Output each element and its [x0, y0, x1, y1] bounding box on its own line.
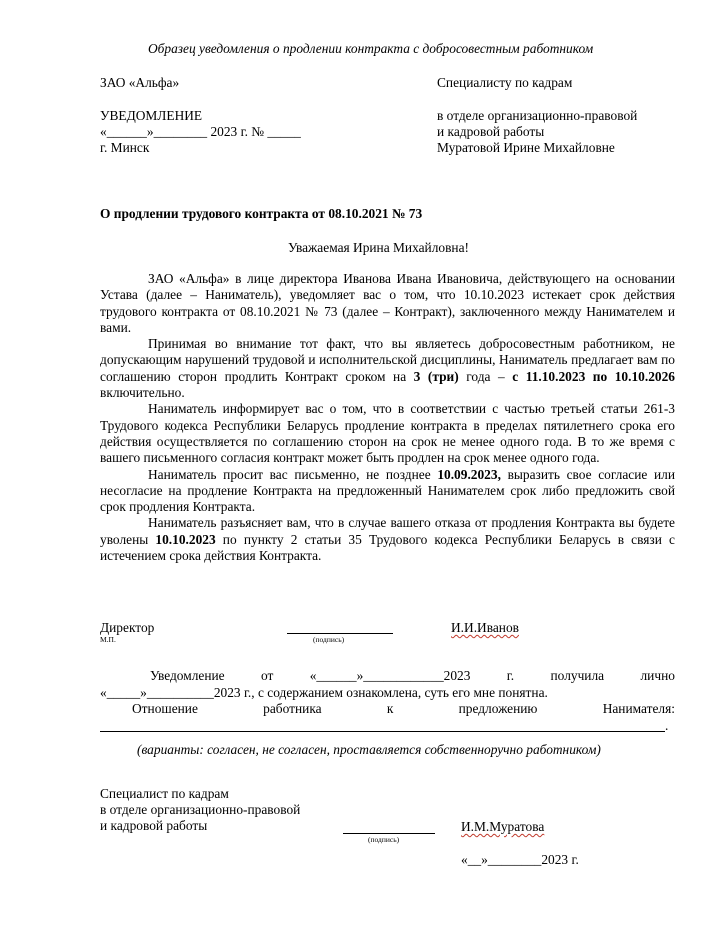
document-city: г. Минск [100, 140, 150, 155]
employee-position-3: и кадровой работы [100, 818, 208, 833]
employee-name: И.М.Муратова [461, 819, 545, 834]
body-text [100, 271, 675, 564]
acknowledgement-attitude-line: Отношение работника к предложению Нанимателя: [132, 701, 675, 716]
employee-position-2: в отделе организационно-правовой [100, 802, 301, 817]
stamp-place: М.П. [100, 635, 116, 644]
body-paragraph-2: Принимая во внимание тот факт, что вы являетесь добросовестным работником, не допускающим нарушений трудовой и исполнительской дисциплины, Наниматель предлагает вам по соглашению сторон продлить Контракт сроком на 3 (три) года – с 11.10.2023 по 10.10.2026 включительно. [100, 336, 675, 401]
addressee-position: Специалисту по кадрам [437, 75, 573, 90]
document-date-number: «______»________ 2023 г. № _____ [100, 124, 301, 139]
employee-signature-hint: (подпись) [368, 835, 400, 844]
employee-opinion-line [100, 731, 665, 732]
document-subject: О продлении трудового контракта от 08.10.2021 № 73 [100, 206, 423, 221]
opinion-line-end: . [665, 718, 669, 733]
addressee-department-2: и кадровой работы [437, 124, 545, 139]
body-paragraph-4: Наниматель просит вас письменно, не позднее 10.09.2023, выразить свое согласие или несогласие на продление Контракта на предложенный Нанимателем срок либо предложить свой срок продления Контракта. [100, 466, 675, 515]
employee-position-1: Специалист по кадрам [100, 786, 229, 801]
body-paragraph-3: Наниматель информирует вас о том, что в соответствии с частью третьей статьи 261-3 Трудового кодекса Республики Беларусь продление контракта в пределах пятилетнего срока его действия осуществляется по соглашению сторон на срок не менее одного года. В то же время с вашего письменного согласия контракт может быть продлен на срок менее одного года. [100, 401, 675, 466]
document-caption: Образец уведомления о продлении контракта с добросовестным работником [148, 41, 594, 56]
addressee-department-1: в отделе организационно-правовой [437, 108, 638, 123]
employee-sign-date: «__»________2023 г. [461, 852, 579, 867]
acknowledgement-line-2: «_____»__________2023 г., с содержанием ознакомлена, суть его мне понятна. [100, 685, 548, 700]
greeting: Уважаемая Ирина Михайловна! [288, 240, 469, 255]
opinion-variants-hint: (варианты: согласен, не согласен, проставляется собственноручно работником) [137, 742, 601, 757]
signatory-position: Директор [100, 620, 155, 635]
organization-name: ЗАО «Альфа» [100, 75, 180, 90]
body-paragraph-1: ЗАО «Альфа» в лице директора Иванова Ивана Ивановича, действующего на основании Устава (далее – Наниматель), уведомляет вас о том, что 10.10.2023 истекает срок действия трудового контракта от 08.10.2021 № 73 (далее – Контракт), заключенного между Нанимателем и вами. [100, 271, 675, 335]
signatory-name: И.И.Иванов [451, 620, 519, 635]
addressee-name: Муратовой Ирине Михайловне [437, 140, 615, 155]
employee-signature-line [343, 833, 435, 834]
director-signature-hint: (подпись) [313, 635, 345, 644]
document-type: УВЕДОМЛЕНИЕ [100, 108, 203, 123]
director-signature-line [287, 633, 393, 634]
acknowledgement-line-1: Уведомление от «______»____________2023 г. получила лично [150, 668, 675, 683]
body-paragraph-5: Наниматель разъясняет вам, что в случае вашего отказа от продления Контракта вы будете уволены 10.10.2023 по пункту 2 статьи 35 Трудового кодекса Республики Беларусь в связи с истечением срока действия Контракта. [100, 515, 675, 564]
